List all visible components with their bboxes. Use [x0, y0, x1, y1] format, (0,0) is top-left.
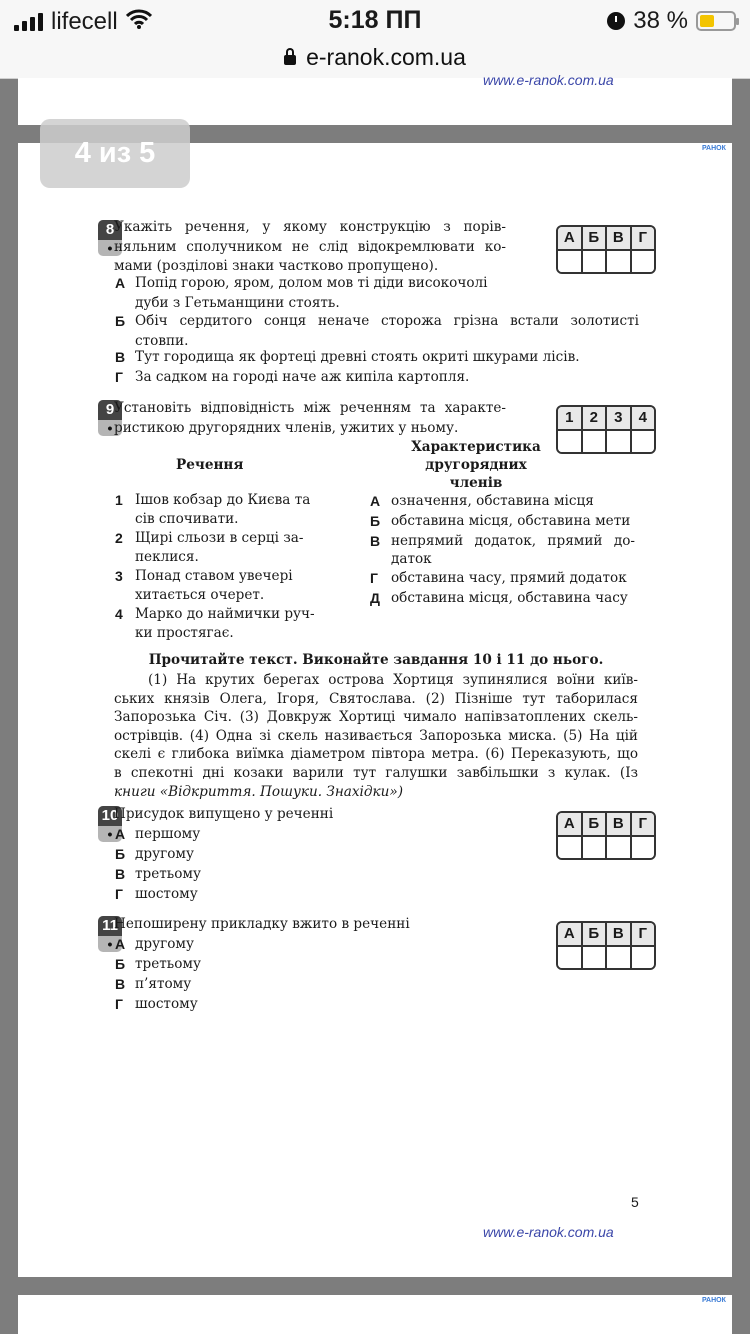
- q8-option-v: [135, 348, 580, 368]
- sentence-line: пеклися.: [135, 548, 199, 565]
- battery-percent: 38 %: [633, 7, 688, 34]
- characteristic-line: непрямий додаток, прямий до-: [391, 533, 635, 549]
- characteristic-line: обставина місця, обставина мети: [391, 513, 631, 529]
- site-link[interactable]: www.e-ranok.com.ua: [483, 1224, 614, 1240]
- option-letter: Г: [115, 886, 123, 902]
- sentence-line: сів спочивати.: [135, 510, 239, 527]
- q9-characteristic-v: [391, 532, 635, 568]
- option-letter: Б: [115, 956, 126, 972]
- clock: 5:18 ПП: [328, 6, 422, 34]
- option-line: Попід горою, яром, долом мов ті діди високочолі: [135, 275, 488, 291]
- q10-answer-grid[interactable]: [556, 811, 656, 860]
- answer-cell[interactable]: [581, 837, 606, 860]
- passage-line: ських князів Олега, Ігоря, Святослава. (2) Пізніше тут таборилася: [114, 690, 638, 707]
- status-right: [607, 7, 736, 35]
- q10-prompt: Присудок випущено у реченні: [114, 806, 334, 822]
- answer-cell[interactable]: [581, 251, 606, 274]
- address-display[interactable]: [0, 44, 750, 71]
- characteristic-letter: В: [370, 533, 381, 549]
- answer-cell[interactable]: [630, 251, 655, 274]
- q9-column1-title: Речення: [176, 457, 244, 473]
- option-letter: А: [115, 936, 126, 952]
- q9-line: Установіть відповідність між реченням та характе-: [114, 400, 506, 416]
- answer-cell[interactable]: [630, 947, 655, 970]
- answer-cell[interactable]: [558, 947, 581, 970]
- characteristic-letter: Г: [370, 570, 378, 586]
- grid-header-b: Б: [581, 227, 606, 249]
- title-line: членів: [449, 475, 503, 491]
- option-letter: А: [115, 826, 126, 842]
- sentence-line: Марко до наймички руч-: [135, 606, 315, 622]
- question-number-9: 9 •: [98, 400, 122, 436]
- q11-prompt: Непоширену прикладку вжито в реченні: [114, 916, 410, 932]
- ranok-logo: РАНОК: [702, 1297, 726, 1304]
- q11-option-b: третьому: [135, 956, 201, 972]
- title-line: другорядних: [425, 457, 527, 473]
- q10-option-a: першому: [135, 826, 201, 842]
- option-letter: Б: [115, 846, 126, 862]
- q11-option-g: шостому: [135, 996, 198, 1012]
- sentence-line: ки простягає.: [135, 624, 234, 641]
- passage-line: в спекотні дні козаки варили тут галушки завбільшки з кулак. (Із: [114, 764, 638, 781]
- characteristic-line: означення, обставина місця: [391, 493, 594, 509]
- reading-title: Прочитайте текст. Виконайте завдання 10 і 11 до нього.: [148, 652, 604, 668]
- q8-option-a: [135, 274, 488, 313]
- q9-answer-grid[interactable]: [556, 405, 656, 454]
- sentence-number: 1: [115, 492, 123, 508]
- grid-header-b: Б: [581, 923, 606, 945]
- option-letter: В: [115, 866, 126, 882]
- q9-line: ристикою другорядних членів, ужитих у ньому.: [114, 419, 459, 436]
- q8-option-b: [135, 312, 639, 351]
- characteristic-line: обставина місця, обставина часу: [391, 590, 628, 606]
- grid-header-a: А: [558, 923, 581, 945]
- sentence-number: 2: [115, 530, 123, 546]
- document-page: [18, 143, 732, 1277]
- q9-characteristic-b: [391, 512, 630, 532]
- option-letter: Г: [115, 369, 123, 385]
- grid-header-a: А: [558, 813, 581, 835]
- q11-answer-grid[interactable]: [556, 921, 656, 970]
- answer-cell[interactable]: [581, 431, 606, 454]
- passage-line: (1) На крутих берегах острова Хортиця зупинялися воїни київ-: [148, 672, 638, 688]
- page-number: 5: [631, 1194, 639, 1210]
- q9-characteristic-g: [391, 569, 627, 589]
- q9-column2-title: [388, 438, 564, 492]
- answer-cell[interactable]: [558, 251, 581, 274]
- answer-cell[interactable]: [630, 837, 655, 860]
- battery-icon: [696, 11, 736, 31]
- grid-header-3: 3: [605, 407, 630, 429]
- sentence-line: хитається очерет.: [135, 586, 265, 603]
- grid-header-4: 4: [630, 407, 655, 429]
- sentence-number: 4: [115, 606, 123, 622]
- title-line: Характеристика: [411, 439, 541, 455]
- answer-cell[interactable]: [605, 947, 630, 970]
- sentence-number: 3: [115, 568, 123, 584]
- option-letter: Б: [115, 313, 126, 329]
- lock-icon: [284, 55, 296, 65]
- site-link[interactable]: www.e-ranok.com.ua: [483, 72, 614, 88]
- grid-header-v: В: [605, 227, 630, 249]
- q9-sentence-2: [135, 529, 303, 566]
- q9-characteristic-a: [391, 492, 594, 512]
- next-page: [18, 1295, 732, 1334]
- option-line: дуби з Гетьманщини стоять.: [135, 294, 340, 311]
- alarm-icon: [607, 12, 625, 30]
- grid-header-v: В: [605, 813, 630, 835]
- grid-header-b: Б: [581, 813, 606, 835]
- previous-page: [18, 72, 732, 125]
- reading-passage: [114, 671, 638, 801]
- passage-source: книги «Відкриття. Пошуки. Знахідки»): [114, 783, 404, 800]
- q8-option-g: [135, 368, 469, 388]
- status-bar: [0, 0, 750, 40]
- option-line: стовпи.: [135, 332, 189, 349]
- grid-header-a: А: [558, 227, 581, 249]
- characteristic-line: даток: [391, 551, 432, 567]
- question-number-8: 8 •: [98, 220, 122, 256]
- q10-option-v: третьому: [135, 866, 201, 882]
- characteristic-line: обставина часу, прямий додаток: [391, 570, 627, 586]
- passage-line: острівців. (4) Одна зі скель називається Запорозька миска. (5) На цій: [114, 727, 638, 744]
- browser-url-bar[interactable]: [0, 40, 750, 79]
- grid-header-1: 1: [558, 407, 581, 429]
- q9-sentence-4: [135, 605, 315, 642]
- answer-cell[interactable]: [630, 431, 655, 454]
- q9-characteristic-d: [391, 589, 628, 609]
- question-number-10: 10 •: [98, 806, 122, 842]
- q10-option-b: другому: [135, 846, 194, 862]
- carrier-name: lifecell: [51, 8, 118, 35]
- page-counter: 4 из 5: [40, 119, 190, 188]
- q8-line: Укажіть речення, у якому конструкцію з порів-: [114, 219, 506, 235]
- characteristic-letter: А: [370, 493, 381, 509]
- q8-answer-grid[interactable]: [556, 225, 656, 274]
- q11-option-v: п’ятому: [135, 976, 192, 992]
- answer-cell[interactable]: [558, 837, 581, 860]
- option-letter: Г: [115, 996, 123, 1012]
- answer-cell[interactable]: [605, 251, 630, 274]
- option-line: Обіч сердитого сонця неначе сторожа грізна встали золотисті: [135, 313, 639, 329]
- grid-header-v: В: [605, 923, 630, 945]
- grid-header-2: 2: [581, 407, 606, 429]
- q9-sentence-3: [135, 567, 293, 604]
- answer-cell[interactable]: [581, 947, 606, 970]
- q9-sentence-1: [135, 491, 310, 528]
- option-line: За садком на городі наче аж кипіла картопля.: [135, 369, 470, 385]
- option-letter: В: [115, 976, 126, 992]
- q8-line: мами (розділові знаки частково пропущено).: [114, 258, 439, 274]
- passage-line: скелі є глибока виїмка діаметром півтора метра. (6) Переказують, що: [114, 746, 638, 763]
- option-letter: В: [115, 349, 126, 365]
- q11-option-a: другому: [135, 936, 194, 952]
- url-text: e-ranok.com.ua: [306, 44, 466, 70]
- characteristic-letter: Д: [370, 590, 380, 606]
- q10-option-g: шостому: [135, 886, 198, 902]
- characteristic-letter: Б: [370, 513, 381, 529]
- question-number-11: 11 •: [98, 916, 122, 952]
- answer-cell[interactable]: [605, 431, 630, 454]
- grid-header-g: Г: [630, 227, 655, 249]
- q8-line: няльним сполучником не слід відокремлювати ко-: [114, 238, 506, 255]
- answer-cell[interactable]: [605, 837, 630, 860]
- option-line: Тут городища як фортеці древні стоять окриті шкурами лісів.: [135, 349, 580, 365]
- grid-header-g: Г: [630, 923, 655, 945]
- option-letter: А: [115, 275, 126, 291]
- passage-line: Запорозька Січ. (3) Довкруж Хортиці чимало напівзатоплених скель-: [114, 709, 638, 726]
- grid-header-g: Г: [630, 813, 655, 835]
- q9-prompt: [114, 399, 506, 438]
- q8-prompt: [114, 218, 506, 277]
- sentence-line: Понад ставом увечері: [135, 568, 293, 584]
- sentence-line: Щирі сльози в серці за-: [135, 530, 304, 546]
- sentence-line: Ішов кобзар до Києва та: [135, 492, 311, 508]
- ranok-logo: РАНОК: [702, 145, 726, 152]
